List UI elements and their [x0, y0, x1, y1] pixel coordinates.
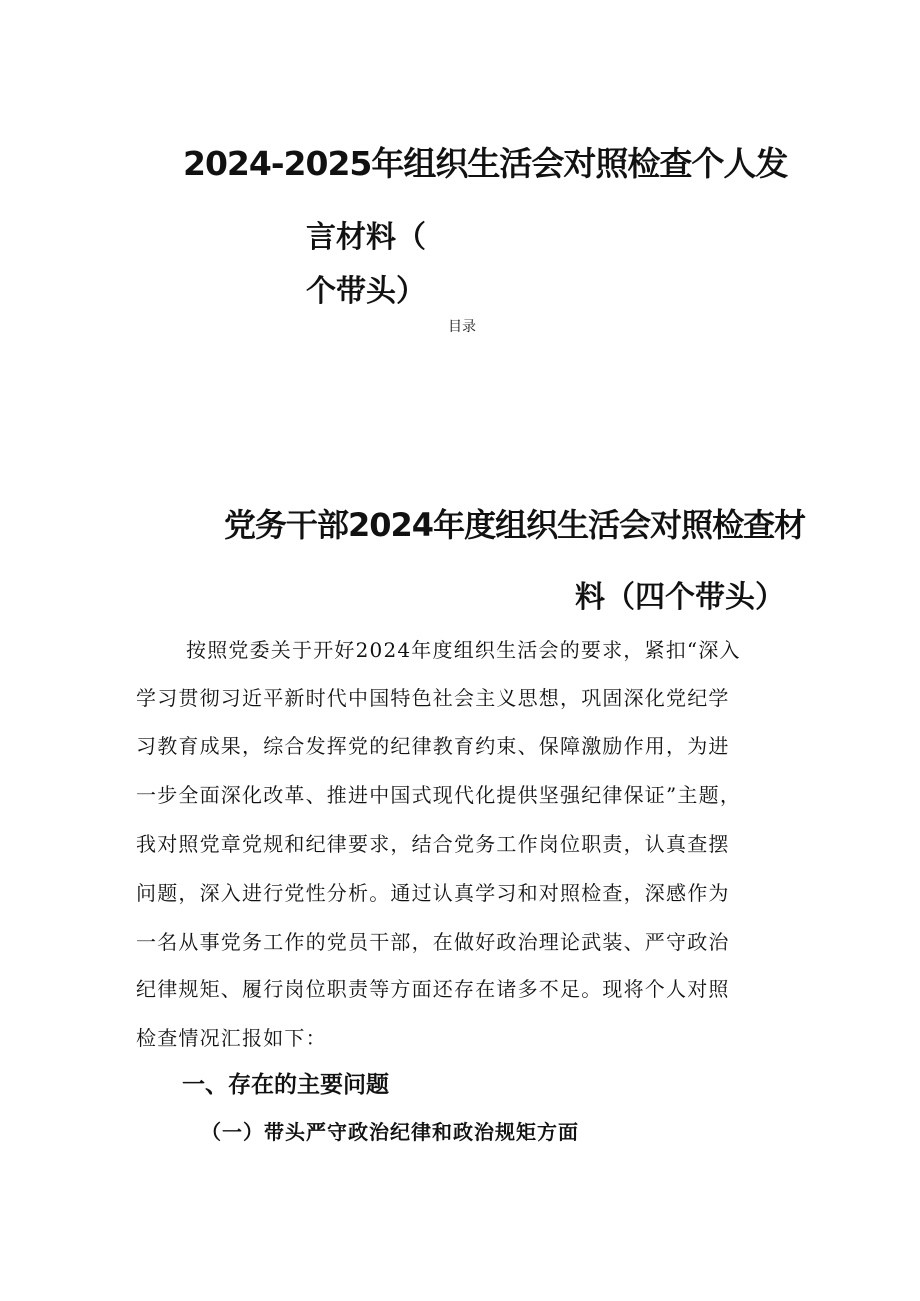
table-of-contents-label: 目录 — [448, 319, 476, 335]
body-text-line: 一步全面深化改革、推进中国式现代化提供坚强纪律保证”主题， — [136, 783, 742, 807]
body-text-line: 一名从事党务工作的党员干部，在做好政治理论武装、严守政治 — [136, 930, 730, 954]
body-text-line: 检查情况汇报如下： — [136, 1026, 327, 1050]
body-text-line: 按照党委关于开好2024年度组织生活会的要求，紧扣“深入 — [186, 638, 741, 662]
body-text-line: 习教育成果，综合发挥党的纪律教育约束、保障激励作用，为进 — [136, 734, 730, 758]
body-text-line: 学习贯彻习近平新时代中国特色社会主义思想，巩固深化党纪学 — [136, 686, 730, 710]
body-text-line: 问题，深入进行党性分析。通过认真学习和对照检查，深感作为 — [136, 881, 730, 905]
document-title-line-3: 个带头） — [306, 274, 426, 309]
body-text-line: 纪律规矩、履行岗位职责等方面还存在诸多不足。现将个人对照 — [136, 977, 730, 1001]
document-title-line-2: 言材料（ — [306, 220, 426, 255]
article-title-line-1: 党务干部2024年度组织生活会对照检查材 — [224, 506, 806, 544]
article-title-line-2: 料（四个带头） — [575, 580, 785, 615]
body-text-line: 我对照党章党规和纪律要求，结合党务工作岗位职责，认真查摆 — [136, 832, 730, 856]
subsection-heading: （一）带头严守政治纪律和政治规矩方面 — [201, 1120, 579, 1144]
document-title-line-1: 2024-2025年组织生活会对照检查个人发 — [183, 144, 788, 183]
section-heading: 一、存在的主要问题 — [182, 1072, 389, 1098]
